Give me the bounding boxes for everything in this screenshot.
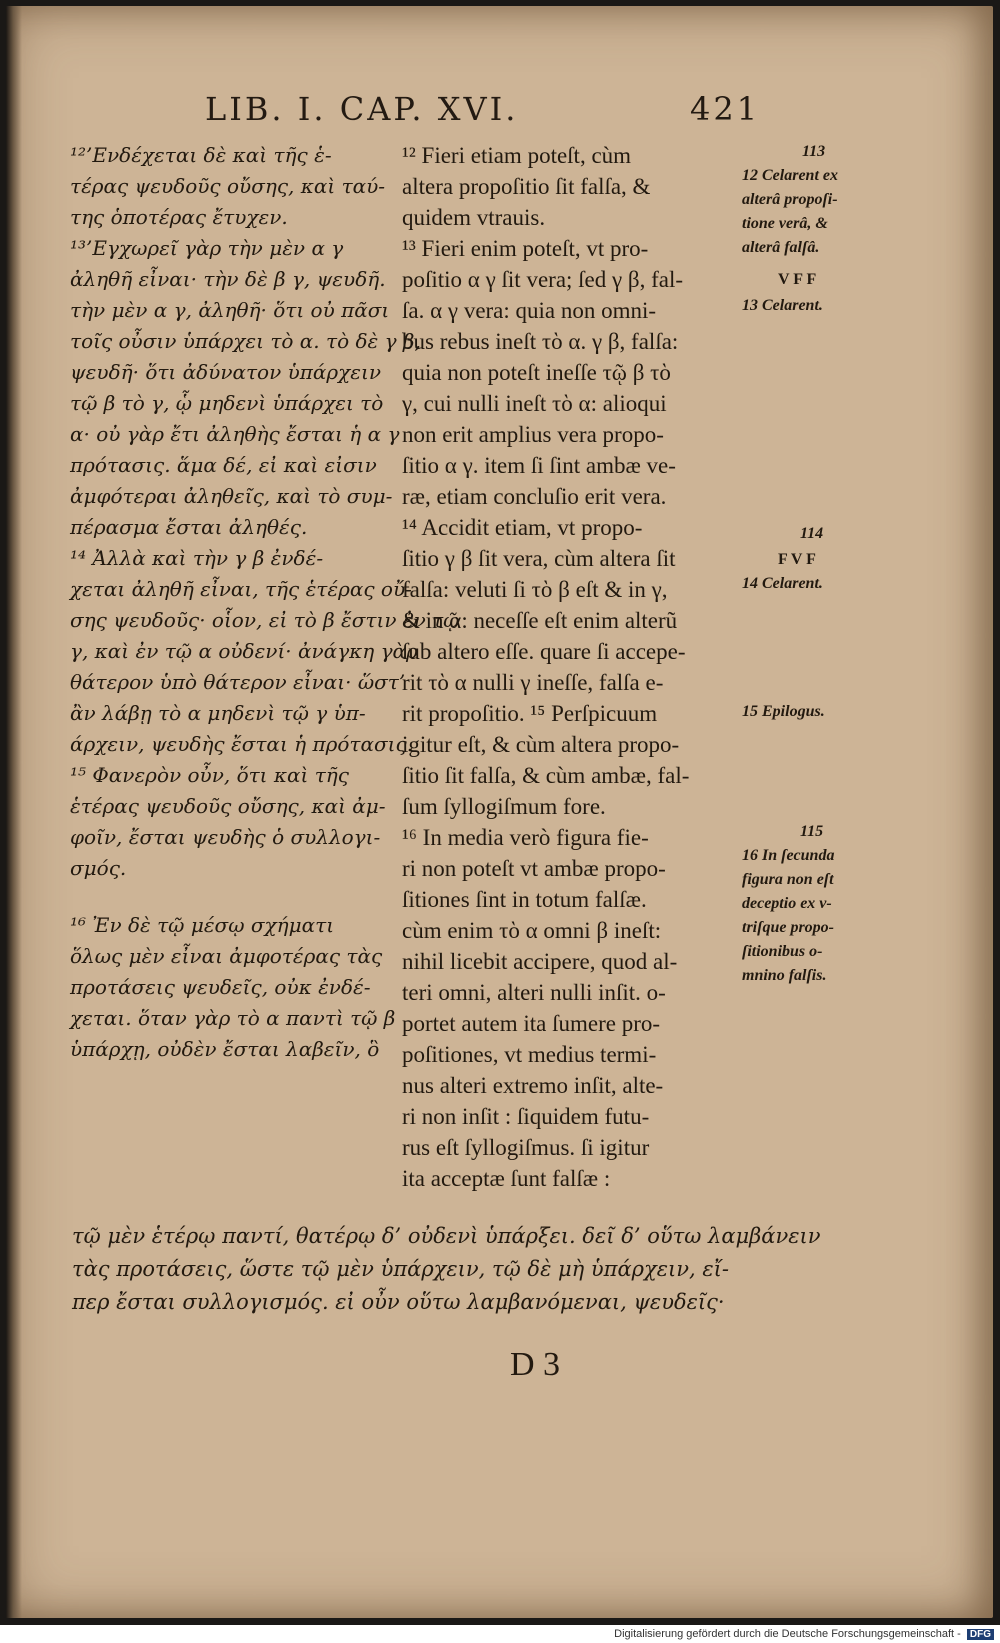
latin-line: quidem vtrauis. [402,205,546,230]
greek-line: τὴν μὲν α γ, ἀληθῆ· ὅτι οὐ πᾶσι [70,298,390,322]
margin-note-115 [742,820,867,988]
running-head: LIB. I. CAP. XVI. [205,90,519,128]
greek-line: ¹³’Εγχωρεῖ γὰρ τὴν μὲν α γ [70,236,344,260]
greek-line: θάτερον ὑπὸ θάτερον εἶναι· ὥστ’ [70,670,406,694]
margin-note-line: alterâ falſâ. [742,239,820,256]
greek-line: ἂν λάβῃ τὸ α μηδενὶ τῷ γ ὑπ- [70,701,366,725]
latin-line: poſitio α γ ſit vera; ſed γ β, fal- [402,267,684,292]
margin-note-line: ſitionibus o- [742,943,823,960]
greek-line: τὰς προτάσεις, ὥστε τῷ μὲν ὑπάρχειν, τῷ δὲ μὴ ὑπάρχειν, εἴ- [72,1257,729,1281]
latin-line: quia non poteſt ineſſe τῷ β τὸ [402,360,671,385]
latin-column [402,140,740,1194]
margin-note-13: 13 Celarent. [742,297,823,314]
margin-note-number: 115 [800,823,824,840]
latin-line: rit τὸ α nulli γ ineſſe, falſa e- [402,670,664,695]
latin-line: ſitiones ſint in totum falſæ. [402,887,647,912]
greek-line: περ ἔσται συλλογισμός. εἰ οὖν οὕτω λαμβανόμεναι, ψευδεῖς· [72,1290,725,1314]
latin-line: poſitiones, vt medius termi- [402,1042,657,1067]
greek-line: ἀμφότεραι ἀληθεῖς, καὶ τὸ συμ- [70,484,393,508]
latin-line: non erit amplius vera propo- [402,422,664,447]
latin-line: ſub altero eſſe. quare ſi accepe- [402,639,686,664]
greek-line: τῷ β τὸ γ, ᾧ μηδενὶ ὑπάρχει τὸ [70,391,384,415]
greek-line: τοῖς οὖσιν ὑπάρχει τὸ α. τὸ δὲ γ β, [70,329,421,353]
latin-line: ita acceptæ ſunt falſæ : [402,1166,611,1191]
latin-line: bus rebus ineſt τὸ α. γ β, falſa: [402,329,679,354]
greek-line: α· οὐ γὰρ ἔτι ἀληθὴς ἔσται ἡ α γ [70,422,400,446]
latin-line: rit propoſitio. ¹⁵ Perſpicuum [402,701,658,726]
greek-line: πέρασμα ἔσται ἀληθές. [70,515,308,539]
latin-line: ¹⁴ Accidit etiam, vt propo- [402,515,643,540]
latin-line: ſitio γ β ſit vera, cùm altera ſit [402,546,676,571]
latin-line: falſa: veluti ſi τὸ β eſt & in γ, [402,577,668,602]
margin-note-vff: V F F [778,271,817,288]
greek-line: ὅλως μὲν εἶναι ἀμφοτέρας τὰς [70,944,383,968]
greek-line: φοῖν, ἔσται ψευδὴς ὁ συλλογι- [70,825,381,849]
latin-line: rus eſt ſyllogiſmus. ſi igitur [402,1135,650,1160]
latin-line: ¹² Fieri etiam poteſt, cùm [402,143,632,168]
dfg-logo: DFG [967,1629,994,1640]
greek-line: χεται ἀληθῆ εἶναι, τῆς ἑτέρας οὔ- [70,577,412,601]
margin-note-114: 114 [800,525,824,542]
latin-line: ſa. α γ vera: quia non omni- [402,298,657,323]
greek-line: προτάσεις ψευδεῖς, οὐκ ἐνδέ- [70,975,371,999]
dfg-credit-text: Digitalisierung gefördert durch die Deutsche Forschungsgemeinschaft - [614,1628,961,1640]
margin-note-line: 12 Celarent ex [742,167,838,184]
greek-line: ¹⁶ Ἐν δὲ τῷ μέσῳ σχήματι [70,913,335,937]
latin-line: igitur eſt, & cùm altera propo- [402,732,680,757]
margin-note-line: mnino falſis. [742,967,827,984]
margin-note-15: 15 Epilogus. [742,703,825,720]
greek-line: ὑπάρχῃ, οὐδὲν ἔσται λαβεῖν, ὃ [70,1037,380,1061]
latin-line: portet autem ita ſumere pro- [402,1011,661,1036]
latin-line: γ, cui nulli ineſt τὸ α: alioqui [402,391,667,416]
latin-line: & in α: neceſſe eſt enim alterũ [402,608,678,633]
margin-note-line: tione verâ, & [742,215,828,232]
latin-line: ſitio α γ. item ſi ſint ambæ ve- [402,453,676,478]
latin-line: ri non inſit : ſiquidem futu- [402,1104,650,1129]
dfg-footer [614,1628,994,1640]
signature-mark: D 3 [510,1346,561,1383]
greek-line: της ὁποτέρας ἔτυχεν. [70,205,288,229]
latin-line: ¹⁶ In media verò figura fie- [402,825,649,850]
greek-line: άρχειν, ψευδὴς ἔσται ἡ πρότασις. [70,732,414,756]
latin-line: ri non poteſt vt ambæ propo- [402,856,666,881]
bottom-greek-lines [72,1220,821,1319]
margin-note-number: 113 [802,143,826,160]
greek-line: τέρας ψευδοῦς οὔσης, καὶ ταύ- [70,174,386,198]
margin-note-fvf: F V F [778,551,816,568]
margin-note-line: deceptio ex v- [742,895,832,912]
greek-line: σμός. [70,856,127,880]
latin-line: nihil licebit accipere, quod al- [402,949,678,974]
latin-line: teri omni, alteri nulli inſit. o- [402,980,666,1005]
running-header [205,90,765,140]
latin-line: nus alteri extremo inſit, alte- [402,1073,664,1098]
greek-line: πρότασις. ἅμα δέ, εἰ καὶ εἰσιν [70,453,377,477]
page-number: 421 [690,90,761,128]
margin-note-14: 14 Celarent. [742,575,823,592]
page-gutter-shadow [6,6,22,1618]
greek-line: ἀληθῆ εἶναι· τὴν δὲ β γ, ψευδῆ. [70,267,386,291]
latin-line: ſitio ſit falſa, & cùm ambæ, fal- [402,763,690,788]
latin-line: ræ, etiam concluſio erit vera. [402,484,667,509]
greek-line: ψευδῆ· ὅτι ἀδύνατον ὑπάρχειν [70,360,382,384]
margin-note-line: alterâ propoſi- [742,191,838,208]
margin-note-line: 16 In ſecunda [742,847,835,864]
latin-line: ſum ſyllogiſmum fore. [402,794,606,819]
margin-note-113 [742,140,867,260]
greek-line: ¹⁵ Φανερὸν οὖν, ὅτι καὶ τῆς [70,763,349,787]
greek-line: ¹⁴ Ἀλλὰ καὶ τὴν γ β ἐνδέ- [70,546,324,570]
greek-line: γ, καὶ ἐν τῷ α οὐδενί· ἀνάγκη γὰρ [70,639,418,663]
greek-line: ἑτέρας ψευδοῦς οὔσης, καὶ ἀμ- [70,794,386,818]
greek-line: τῷ μὲν ἑτέρῳ παντί, θατέρῳ δ’ οὐδενὶ ὑπάρξει. δεῖ δ’ οὕτω λαμβάνειν [72,1224,821,1248]
latin-line: altera propoſitio ſit falſa, & [402,174,651,199]
greek-line: χεται. ὅταν γὰρ τὸ α παντὶ τῷ β [70,1006,396,1030]
greek-line: ¹²’Ενδέχεται δὲ καὶ τῆς ἑ- [70,143,332,167]
margin-note-line: figura non eſt [742,871,834,888]
margin-note-line: triſque propo- [742,919,834,936]
greek-column [70,140,460,1065]
latin-line: ¹³ Fieri enim poteſt, vt pro- [402,236,649,261]
latin-line: cùm enim τὸ α omni β ineſt: [402,918,662,943]
greek-line: σης ψευδοῦς· οἷον, εἰ τὸ β ἔστιν ἐν τῷ [70,608,460,632]
